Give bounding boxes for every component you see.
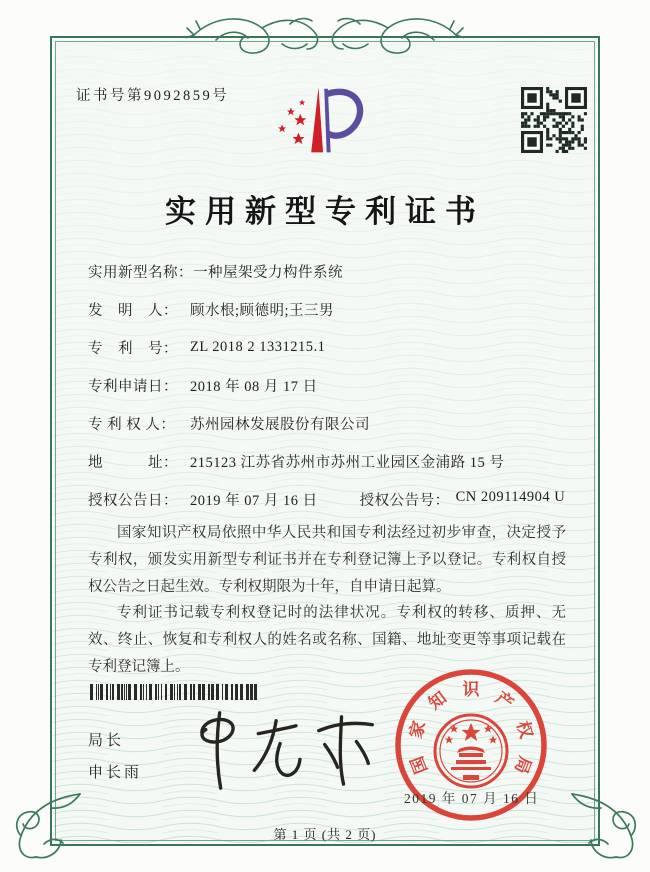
seal-char: 知 xyxy=(425,687,451,714)
field-label: 实用新型名称： xyxy=(88,264,193,281)
seal-char: 国 xyxy=(407,753,432,777)
seal-char: 局 xyxy=(510,753,535,777)
seal-char: 产 xyxy=(491,687,517,714)
field-row xyxy=(88,442,568,480)
field-label: 发 明 人： xyxy=(88,302,178,319)
field-label: 专利申请日： xyxy=(88,378,178,395)
field-label: 专 利 号： xyxy=(88,340,178,357)
officer-title: 局长 xyxy=(88,733,125,749)
certificate-title: 实用新型专利证书 xyxy=(165,194,485,229)
seal-char: 识 xyxy=(462,680,480,699)
field-row-grant xyxy=(88,480,568,518)
field-row xyxy=(88,404,568,442)
field-value: 一种屋架受力构件系统 xyxy=(193,264,343,281)
legal-paragraph-2: 专利证书记载专利权登记时的法律状况。专利权的转移、质押、无效、终止、恢复和专利权人的姓名或名称、国籍、地址变更等事项记载在专利登记簿上。 xyxy=(88,605,566,676)
seal-char: 权 xyxy=(512,718,536,741)
field-value: 苏州园林发展股份有限公司 xyxy=(190,416,370,433)
seal-date: 2019 年 07 月 16 日 xyxy=(404,791,540,806)
legal-paragraph-1: 国家知识产权局依照中华人民共和国专利法经过初步审查，决定授予专利权，颁发实用新型专利证书并在专利登记簿上予以登记。专利权自授权公告之日起生效。专利权期限为十年，自申请日起算。 xyxy=(88,525,566,595)
officer-name: 申长雨 xyxy=(88,764,143,781)
field-label: 专 利 权 人： xyxy=(88,416,176,433)
legal-text xyxy=(88,520,566,681)
page-number: 第 1 页 (共 2 页) xyxy=(273,827,377,842)
officer-block xyxy=(88,726,142,789)
dragon-ornament-icon xyxy=(186,8,464,62)
field-value: 顾水根;顾德明;王三男 xyxy=(190,302,335,319)
certificate-number: 证书号第9092859号 xyxy=(76,88,230,104)
grant-number-value: CN 209114904 U xyxy=(455,488,566,505)
field-row xyxy=(88,366,568,404)
national-emblem-icon xyxy=(435,715,507,787)
field-label: 授权公告日： xyxy=(88,492,178,509)
field-row xyxy=(88,290,568,328)
field-value: 215123 江苏省苏州市苏州工业园区金浦路 15 号 xyxy=(190,454,505,471)
grant-number-label: 授权公告号： xyxy=(359,492,450,509)
field-row xyxy=(88,252,568,290)
cnipa-logo-icon xyxy=(262,76,398,176)
field-value: 2018 年 08 月 17 日 xyxy=(190,378,318,395)
seal-char: 家 xyxy=(406,718,430,741)
field-row xyxy=(88,328,568,366)
qr-code xyxy=(521,87,587,153)
officer-signature xyxy=(182,698,400,798)
certificate-fields xyxy=(88,252,568,518)
field-label: 地 址： xyxy=(88,454,178,471)
field-value: ZL 2018 2 1331215.1 xyxy=(190,338,326,355)
field-value: 2019 年 07 月 16 日 xyxy=(190,492,318,509)
